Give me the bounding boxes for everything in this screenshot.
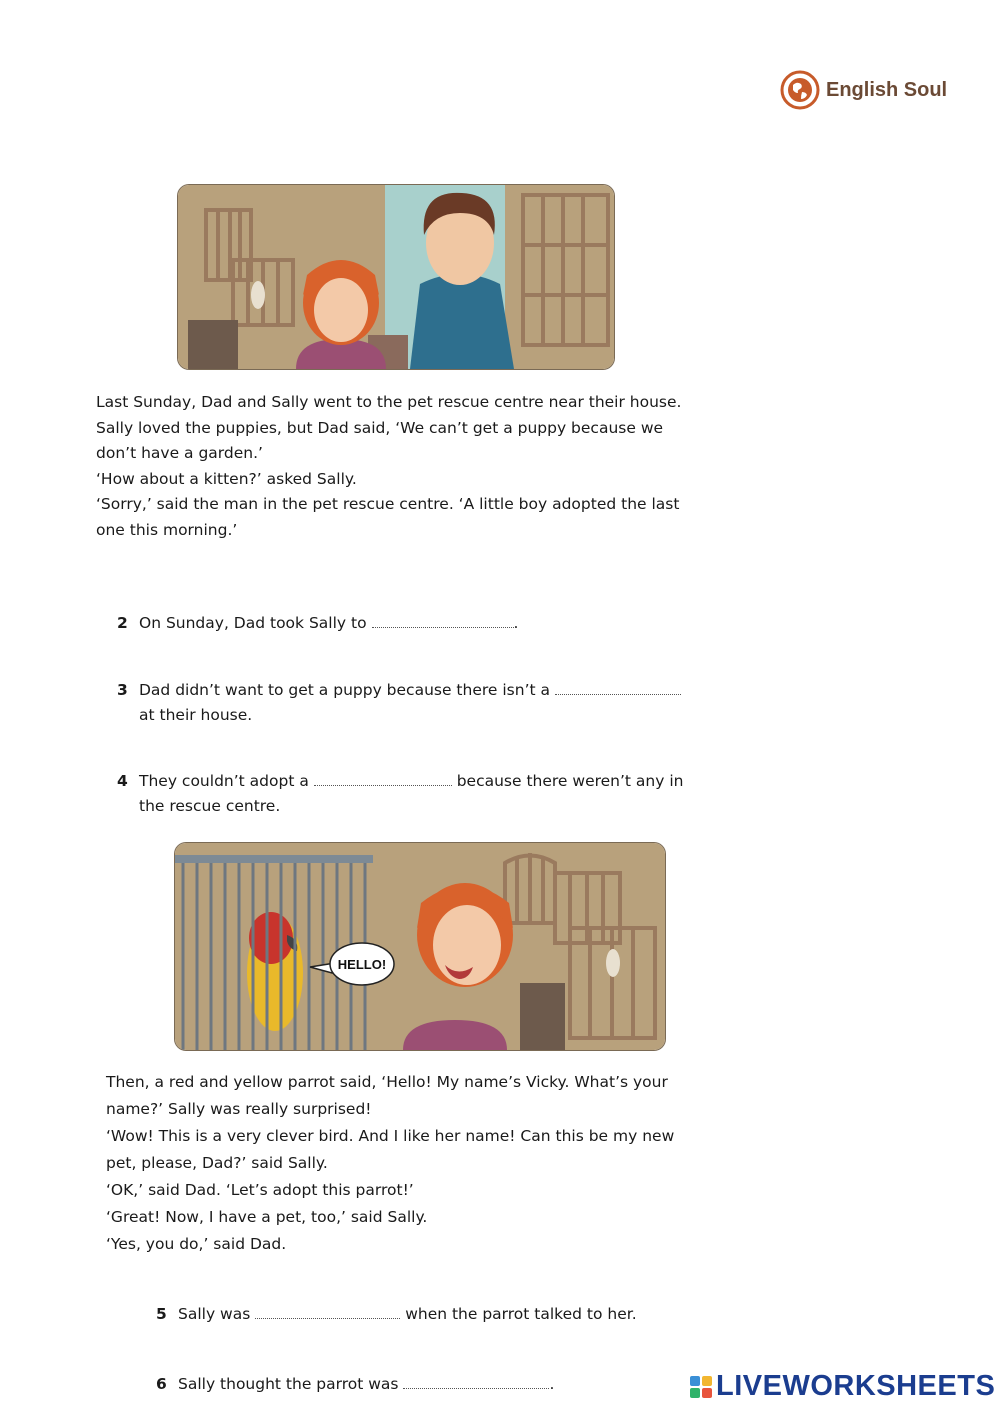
story-line: ‘Great! Now, I have a pet, too,’ said Sally. — [106, 1208, 428, 1226]
story-line: ‘OK,’ said Dad. ‘Let’s adopt this parrot!’ — [106, 1181, 414, 1199]
answer-blank-3[interactable] — [555, 680, 681, 695]
question-text: They couldn’t adopt a — [139, 772, 309, 790]
question-number: 3 — [117, 681, 128, 699]
logo-text: English Soul — [826, 78, 948, 101]
story-line: Then, a red and yellow parrot said, ‘Hello! My name’s Vicky. What’s your — [106, 1073, 668, 1091]
question-text-end: . — [549, 1375, 555, 1393]
speech-bubble-text: HELLO! — [337, 957, 387, 972]
comic-panel-dad-and-sally — [177, 184, 615, 370]
question-number: 5 — [156, 1305, 167, 1323]
liveworksheets-icon — [690, 1376, 712, 1398]
story-part-1 — [96, 390, 681, 543]
question-number: 6 — [156, 1375, 167, 1393]
question-text-after: because there weren’t any in — [456, 772, 684, 790]
english-soul-logo — [780, 70, 947, 110]
answer-blank-6[interactable] — [403, 1374, 549, 1389]
question-text: On Sunday, Dad took Sally to — [139, 614, 367, 632]
story-line: Sally loved the puppies, but Dad said, ‘We can’t get a puppy because we — [96, 418, 664, 437]
question-text-line2: the rescue centre. — [139, 797, 281, 815]
comic-panel-parrot — [174, 842, 666, 1051]
story-line: ‘Yes, you do,’ said Dad. — [106, 1235, 287, 1253]
question-number: 2 — [117, 614, 128, 632]
question-text-line2: at their house. — [139, 706, 253, 724]
globe-icon — [780, 70, 820, 110]
story-line: name?’ Sally was really surprised! — [106, 1100, 372, 1118]
question-2 — [117, 611, 519, 636]
question-number: 4 — [117, 772, 128, 790]
question-text-end: . — [513, 614, 519, 632]
story-line: pet, please, Dad?’ said Sally. — [106, 1154, 328, 1172]
question-text: Dad didn’t want to get a puppy because there isn’t a — [139, 681, 550, 699]
question-text: Sally was — [178, 1305, 251, 1323]
story-part-2 — [106, 1069, 674, 1258]
liveworksheets-logo — [690, 1370, 995, 1403]
answer-blank-2[interactable] — [372, 613, 514, 628]
story-line: ‘Sorry,’ said the man in the pet rescue centre. ‘A little boy adopted the last — [96, 495, 680, 513]
answer-blank-5[interactable] — [255, 1304, 400, 1319]
story-line: ‘How about a kitten?’ asked Sally. — [96, 469, 357, 488]
answer-blank-4[interactable] — [314, 771, 452, 786]
question-4 — [117, 769, 684, 819]
liveworksheets-brand: LIVEWORKSHEETS — [716, 1370, 996, 1402]
story-line: one this morning.’ — [96, 520, 238, 539]
question-text: Sally thought the parrot was — [178, 1375, 399, 1393]
question-3 — [117, 678, 681, 728]
question-5 — [156, 1302, 637, 1327]
story-line: don’t have a garden.’ — [96, 444, 263, 462]
story-line: ‘Wow! This is a very clever bird. And I like her name! Can this be my new — [106, 1127, 675, 1145]
question-6 — [156, 1372, 555, 1397]
story-line: Last Sunday, Dad and Sally went to the pet rescue centre near their house. — [96, 393, 682, 411]
question-text-after: when the parrot talked to her. — [405, 1305, 637, 1323]
